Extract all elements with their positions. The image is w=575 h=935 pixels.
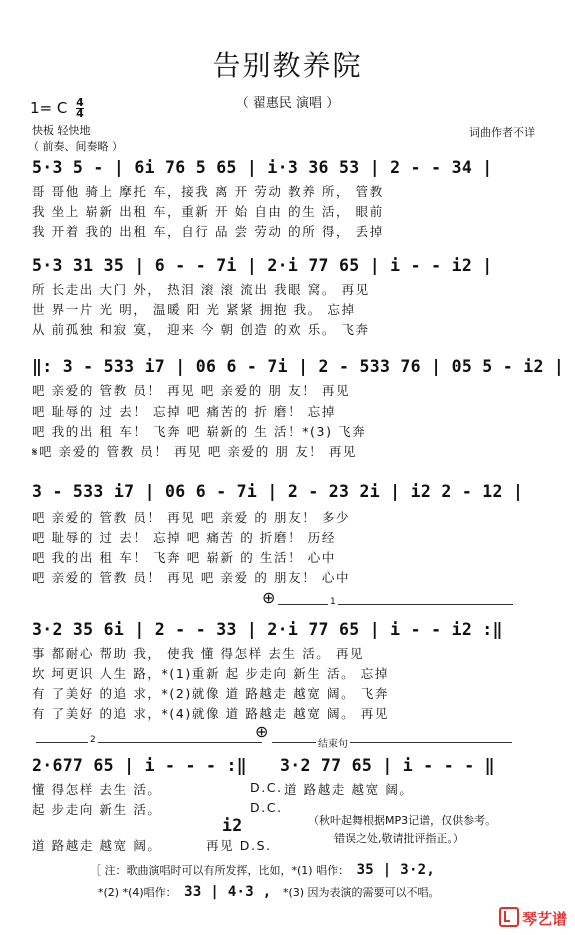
score-line-4-lyrics-4: 吧 亲爱的 管教 员！ 再见 吧 亲爱 的 朋友！ 心中 <box>32 570 351 585</box>
final-notes: i2 <box>222 816 243 835</box>
key-label: 1= C <box>30 99 68 117</box>
score-line-3-lyrics-2: 吧 耻辱的 过 去！ 忘掉 吧 痛苦的 折 磨！ 忘掉 <box>32 404 336 419</box>
second-ending-notes: 2·677 65 | i - - - :‖ <box>32 756 247 775</box>
time-signature <box>76 98 84 119</box>
score-line-3-lyrics-1: 吧 亲爱的 管教 员！ 再见 吧 亲爱的 朋 友！ 再见 <box>32 383 351 398</box>
composer-credit: 词曲作者不详 <box>469 126 535 139</box>
watermark-text: 琴艺谱 <box>521 910 567 928</box>
footnote-line-1 <box>90 862 435 878</box>
score-line-5-notes: 3·2 35 6i | 2 - - 33 | 2·i 77 65 | i - - i2 :‖ <box>32 620 503 639</box>
ds-label: 再见 D.S. <box>206 838 272 853</box>
score-line-1-lyrics-2: 我 坐上 崭新 出租 车，重新 开 始 自由 的生 活， 眼前 <box>32 204 384 219</box>
transcriber-note-1: （秋叶起舞根据MP3记谱，仅供参考。 <box>308 814 497 827</box>
transcriber-note-2: 错误之处,敬请批评指正。） <box>334 832 464 845</box>
score-line-5-lyrics-3: 有 了美好 的追 求，*(2)就像 道 路越走 越宽 阔。 飞奔 <box>32 686 389 701</box>
first-ending-number: 1 <box>330 597 336 607</box>
ending-phrase-label: 结束句 <box>316 735 350 750</box>
score-line-4-notes: 3 - 533 i7 | 06 6 - 7i | 2 - 23 2i | i2 2 - 12 | <box>32 482 524 501</box>
score-line-2-notes: 5·3 31 35 | 6 - - 7i | 2·i 77 65 | i - - i2 | <box>32 256 493 275</box>
ending-phrase-bracket <box>272 739 512 750</box>
coda-sign-icon: ⊕ <box>262 588 276 607</box>
footnote-text-2: *(2) *(4)唱作： <box>98 886 177 899</box>
watermark-logo-icon <box>499 907 519 927</box>
intro-note: （ 前奏、间奏略 ） <box>28 140 123 153</box>
score-line-3-lyrics-3: 吧 我的出 租 车！ 飞奔 吧 崭新的 生 活！*(3) 飞奔 <box>32 424 367 439</box>
second-ending-number: 2 <box>90 735 96 745</box>
score-line-2-lyrics-3: 从 前孤独 和寂 寞， 迎来 今 朝 创造 的欢 乐。 飞奔 <box>32 322 370 337</box>
score-line-1-lyrics-3: 我 开着 我的 出租 车，自行 品 尝 劳动 的所 得， 丢掉 <box>32 224 384 239</box>
footnote-line-2 <box>98 884 440 900</box>
score-line-4-lyrics-2: 吧 耻辱的 过 去！ 忘掉 吧 痛苦 的 折磨！ 历经 <box>32 530 336 545</box>
footnote-text-1: ［ 注：歌曲演唱时可以有所发挥，比如，*(1) 唱作： <box>90 864 350 877</box>
ending-phrase-lyrics: 道 路越走 越宽 阔。 <box>284 782 414 797</box>
singer-credit: （ 翟惠民 演唱 ） <box>235 96 340 111</box>
final-lyrics: 道 路越走 越宽 阔。 <box>32 838 162 853</box>
footnote-notes-2: 33 | 4·3 , <box>184 884 272 900</box>
dc-label-2: D.C. <box>250 800 283 815</box>
score-line-1-notes: 5·3 5 - | 6i 76 5 65 | i·3 36 53 | 2 - - 34 | <box>32 158 493 177</box>
ending-phrase-notes: 3·2 77 65 | i - - - ‖ <box>280 756 495 775</box>
time-bottom: 4 <box>76 107 84 120</box>
first-ending-bracket <box>278 597 513 607</box>
song-title: 告别教养院 <box>212 49 363 82</box>
coda-sign-2-icon: ⊕ <box>255 722 269 741</box>
site-watermark <box>499 907 567 929</box>
score-line-3-lyrics-4: 𝄋吧 亲爱的 管教 员！ 再见 吧 亲爱的 朋 友！ 再见 <box>32 444 358 459</box>
score-line-3-notes: ‖: 3 - 533 i7 | 06 6 - 7i | 2 - 533 76 | 05 5 - i2 | <box>32 357 565 376</box>
score-line-4-lyrics-3: 吧 我的出 租 车！ 飞奔 吧 崭新 的 生活！ 心中 <box>32 550 336 565</box>
time-top: 4 <box>76 96 84 109</box>
footnote-text-3: *(3) 因为表演的需要可以不唱。 <box>282 886 440 899</box>
second-ending-lyrics-2: 起 步走向 新生 活。 <box>32 802 162 817</box>
footnote-notes-1: 35 | 3·2, <box>356 862 436 878</box>
score-line-5-lyrics-1: 事 都耐心 帮助 我， 使我 懂 得怎样 去生 活。 再见 <box>32 646 365 661</box>
score-line-2-lyrics-2: 世 界一片 光 明， 温暖 阳 光 紧紧 拥抱 我。 忘掉 <box>32 302 356 317</box>
score-line-5-lyrics-2: 坎 坷更识 人生 路，*(1)重新 起 步走向 新生 活。 忘掉 <box>32 666 389 681</box>
dc-label-1: D.C. <box>250 780 283 795</box>
second-ending-lyrics-1: 懂 得怎样 去生 活。 <box>32 782 162 797</box>
score-line-2-lyrics-1: 所 长走出 大门 外， 热泪 滚 滚 流出 我眼 窝。 再见 <box>32 282 370 297</box>
score-line-1-lyrics-1: 哥 哥他 骑上 摩托 车，接我 离 开 劳动 教养 所， 管教 <box>32 184 384 199</box>
tempo-marking: 快板 轻快地 <box>32 124 91 137</box>
key-signature <box>30 98 84 119</box>
score-line-4-lyrics-1: 吧 亲爱的 管教 员！ 再见 吧 亲爱 的 朋友！ 多少 <box>32 510 351 525</box>
second-ending-bracket <box>36 735 262 745</box>
score-line-5-lyrics-4: 有 了美好 的追 求，*(4)就像 道 路越走 越宽 阔。 再见 <box>32 706 389 721</box>
